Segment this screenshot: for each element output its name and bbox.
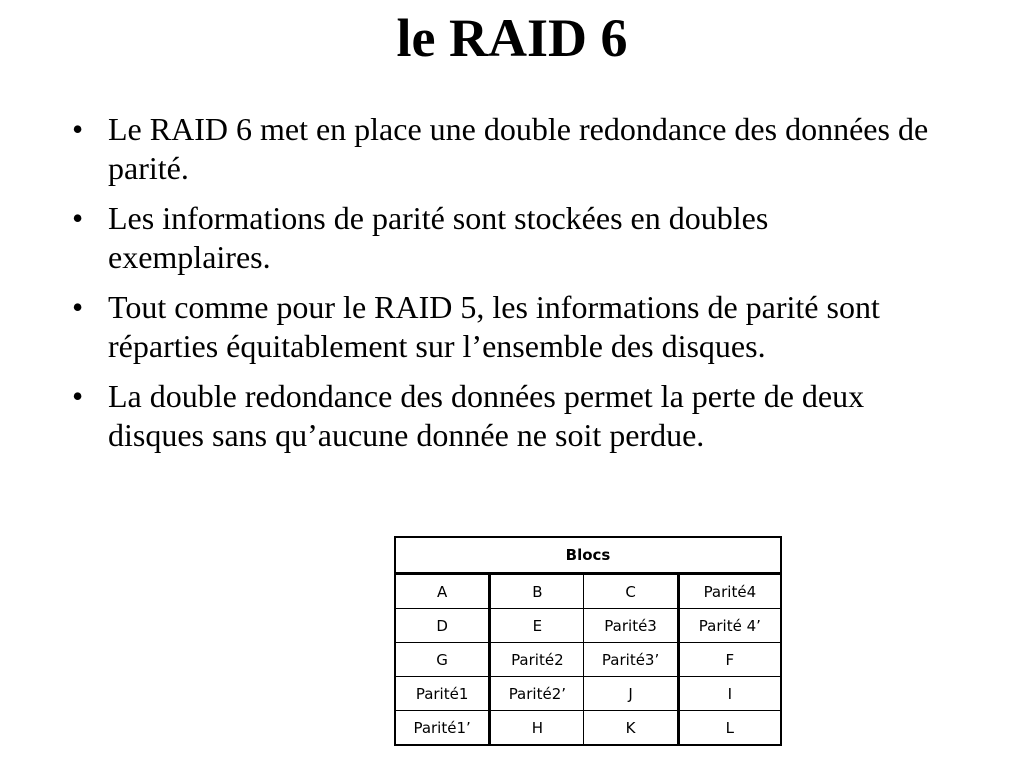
table-header-row — [395, 537, 781, 574]
table-cell: B — [490, 574, 584, 609]
bullet-item — [66, 377, 936, 455]
bullet-mark: • — [72, 111, 84, 147]
table-row — [395, 609, 781, 643]
bullet-item — [66, 110, 936, 188]
table-cell: C — [584, 574, 678, 609]
table-cell: A — [395, 574, 490, 609]
table-row — [395, 677, 781, 711]
table-row — [395, 643, 781, 677]
table-cell: Parité4 — [678, 574, 781, 609]
bullet-mark: • — [72, 289, 84, 325]
table-cell: Parité 4’ — [678, 609, 781, 643]
table-header-cell: Blocs — [395, 537, 781, 574]
table-cell: L — [678, 711, 781, 746]
bullet-item — [66, 199, 936, 277]
bullet-mark: • — [72, 200, 84, 236]
table-cell: D — [395, 609, 490, 643]
table-cell: Parité3’ — [584, 643, 678, 677]
table-cell: J — [584, 677, 678, 711]
table-row — [395, 574, 781, 609]
bullet-text: Les informations de parité sont stockées en doubles exemplaires. — [108, 200, 769, 275]
table-cell: H — [490, 711, 584, 746]
slide-title: le RAID 6 — [396, 8, 628, 68]
table-cell: Parité1’ — [395, 711, 490, 746]
bullet-text: Tout comme pour le RAID 5, les informations de parité sont réparties équitablement sur l’ensemble des disques. — [108, 289, 880, 364]
table-cell: Parité2’ — [490, 677, 584, 711]
blocks-table — [394, 536, 782, 746]
table-cell: Parité1 — [395, 677, 490, 711]
table-cell: G — [395, 643, 490, 677]
table-cell: Parité3 — [584, 609, 678, 643]
table-cell: K — [584, 711, 678, 746]
table-row — [395, 711, 781, 746]
table-cell: Parité2 — [490, 643, 584, 677]
bullet-text: La double redondance des données permet la perte de deux disques sans qu’aucune donnée ne soit perdue. — [108, 378, 865, 453]
table-cell: I — [678, 677, 781, 711]
bullet-text: Le RAID 6 met en place une double redondance des données de parité. — [108, 111, 929, 186]
table-cell: F — [678, 643, 781, 677]
bullet-list — [66, 110, 936, 466]
bullet-item — [66, 288, 936, 366]
bullet-mark: • — [72, 378, 84, 414]
table-cell: E — [490, 609, 584, 643]
